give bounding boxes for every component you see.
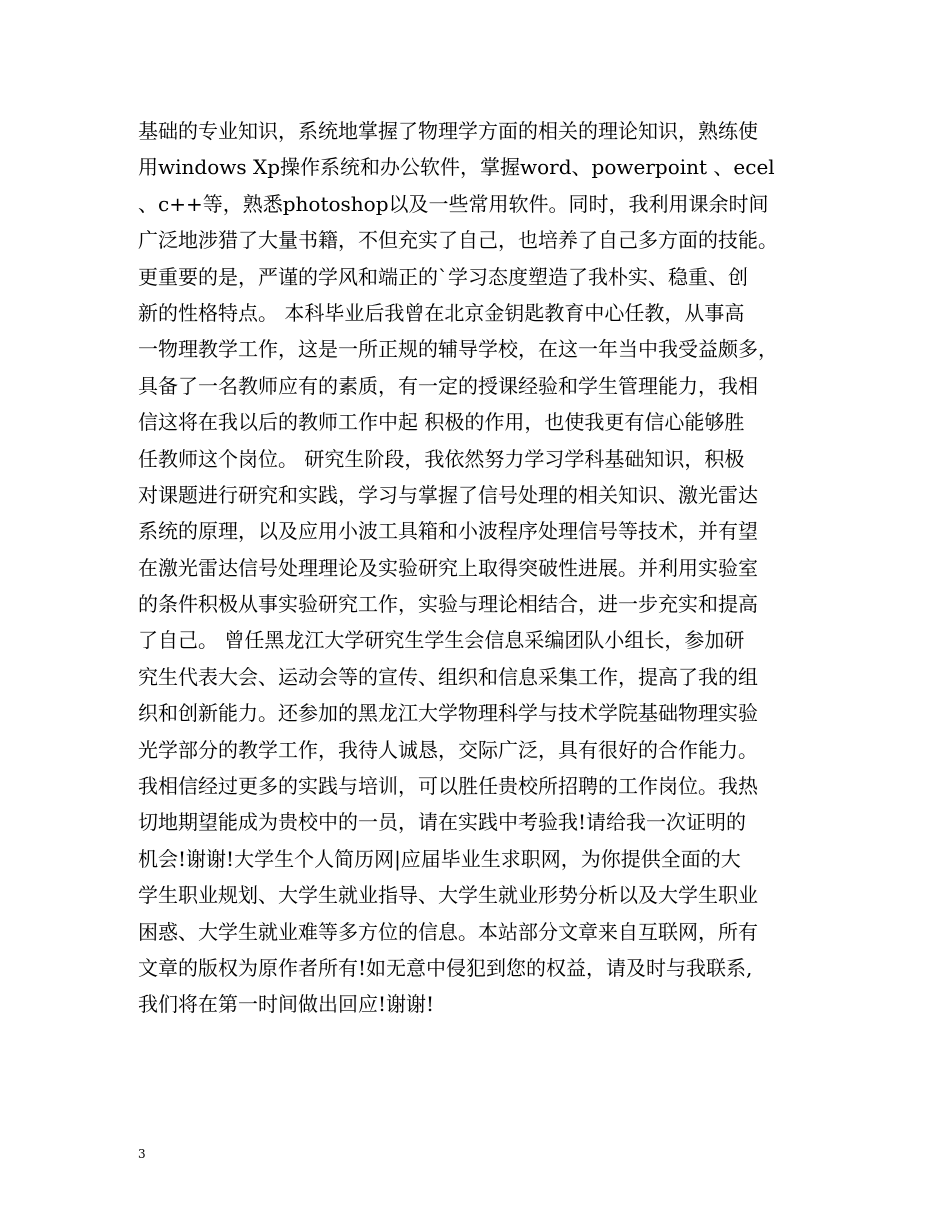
body-text xyxy=(138,113,838,1023)
text-line: 织和创新能力。还参加的黑龙江大学物理科学与技术学院基础物理实验 xyxy=(138,701,758,726)
text-line: 一物理教学工作，这是一所正规的辅导学校，在这一年当中我受益颇多， xyxy=(138,337,778,362)
text-line: 新的性格特点。 本科毕业后我曾在北京金钥匙教育中心任教，从事高 xyxy=(138,300,745,325)
text-line: 具备了一名教师应有的素质，有一定的授课经验和学生管理能力，我相 xyxy=(138,373,758,398)
text-line: 我相信经过更多的实践与培训，可以胜任贵校所招聘的工作岗位。我热 xyxy=(138,774,758,799)
text-line: 、c++等，熟悉photoshop以及一些常用软件。同时，我利用课余时间 xyxy=(138,191,769,216)
text-line: 光学部分的教学工作，我待人诚恳，交际广泛，具有很好的合作能力。 xyxy=(138,737,758,762)
text-line: 广泛地涉猎了大量书籍，不但充实了自己，也培养了自己多方面的技能。 xyxy=(138,228,778,253)
text-line: 基础的专业知识，系统地掌握了物理学方面的相关的理论知识，熟练使 xyxy=(138,119,758,143)
text-line: 在激光雷达信号处理理论及实验研究上取得突破性进展。并利用实验室 xyxy=(138,555,758,580)
text-line: 文章的版权为原作者所有!如无意中侵犯到您的权益，请及时与我联系, xyxy=(138,955,753,980)
text-line: 困惑、大学生就业难等多方位的信息。本站部分文章来自互联网，所有 xyxy=(138,919,758,944)
page-number: 3 xyxy=(138,1147,146,1161)
text-line: 用windows Xp操作系统和办公软件，掌握word、powerpoint 、ecel xyxy=(138,155,775,180)
text-line: 的条件积极从事实验研究工作，实验与理论相结合，进一步充实和提高 xyxy=(138,592,758,617)
text-line: 任教师这个岗位。 研究生阶段，我依然努力学习学科基础知识，积极 xyxy=(138,446,745,471)
text-line: 信这将在我以后的教师工作中起 积极的作用，也使我更有信心能够胜 xyxy=(138,410,745,435)
text-line: 更重要的是，严谨的学风和端正的`学习态度塑造了我朴实、稳重、创 xyxy=(138,264,748,289)
text-line: 对课题进行研究和实践，学习与掌握了信号处理的相关知识、激光雷达 xyxy=(138,482,758,507)
text-line: 学生职业规划、大学生就业指导、大学生就业形势分析以及大学生职业 xyxy=(138,883,758,908)
text-line: 究生代表大会、运动会等的宣传、组织和信息采集工作，提高了我的组 xyxy=(138,664,758,689)
text-line: 了自己。 曾任黑龙江大学研究生学生会信息采编团队小组长，参加研 xyxy=(138,628,745,653)
text-line: 机会!谢谢!大学生个人简历网|应届毕业生求职网，为你提供全面的大 xyxy=(138,846,741,871)
text-line: 切地期望能成为贵校中的一员，请在实践中考验我!请给我一次证明的 xyxy=(138,810,747,835)
text-line: 系统的原理，以及应用小波工具箱和小波程序处理信号等技术，并有望 xyxy=(138,519,758,544)
text-line: 我们将在第一时间做出回应!谢谢! xyxy=(138,992,435,1017)
